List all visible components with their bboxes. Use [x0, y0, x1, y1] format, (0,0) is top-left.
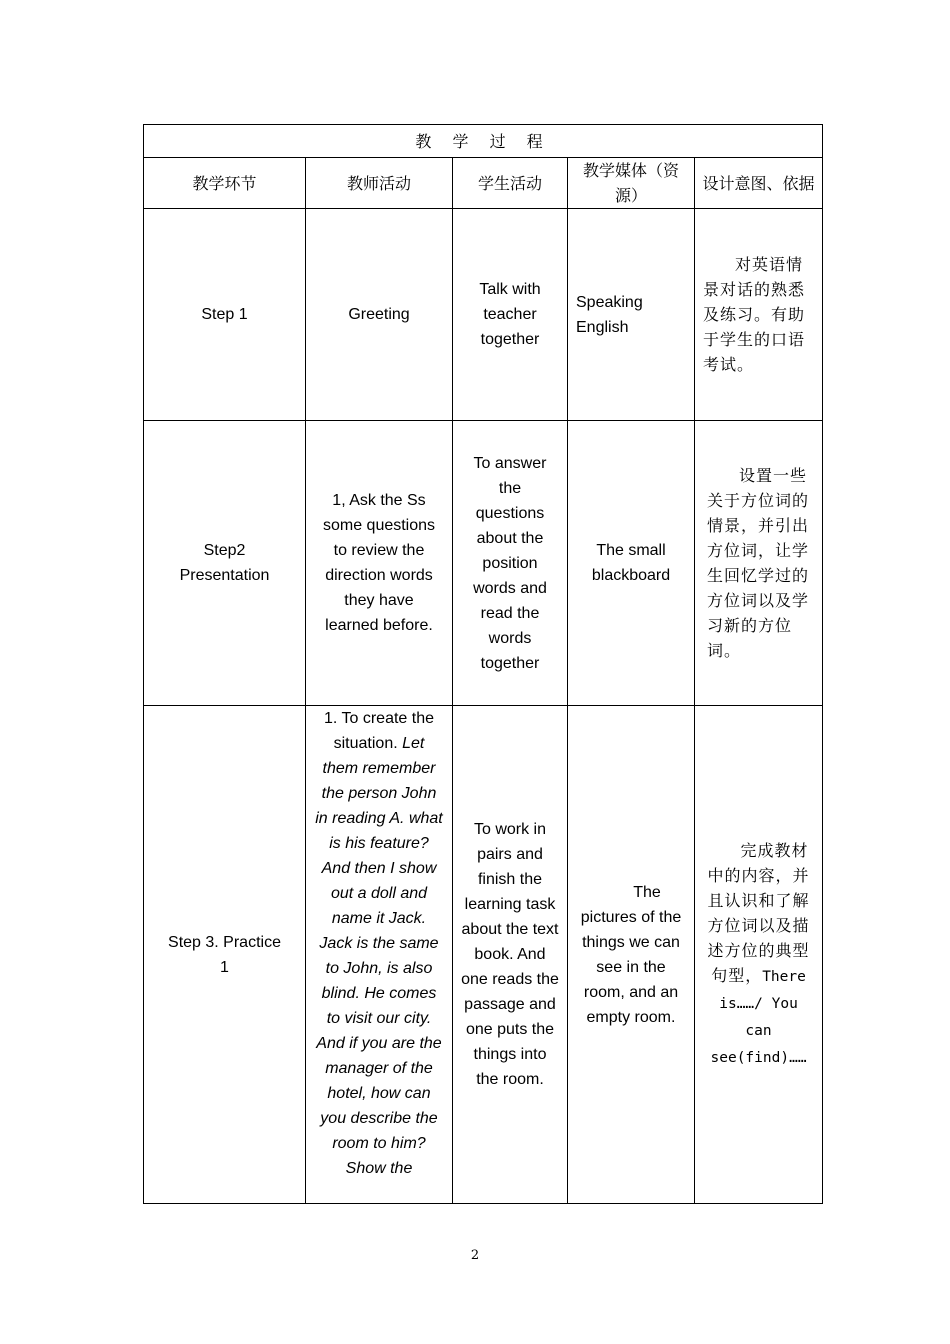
student-activity-cell: To work in pairs and finish the learning task about the text book. And one reads the passage and one puts the things into the room.: [453, 706, 568, 1204]
media-text: The pictures of the things we can see in the room, and an empty room.: [580, 883, 682, 1026]
teaching-process-table: [143, 124, 823, 1204]
student-activity-cell: To answer the questions about the position words and read the words together: [453, 421, 568, 706]
step-cell: Step 1: [144, 209, 306, 421]
teacher-activity-cell: [306, 706, 453, 1204]
table-row: [144, 209, 823, 421]
design-intent-cell: 对英语情景对话的熟悉及练习。有助于学生的口语考试。: [695, 209, 823, 421]
page-number: 2: [470, 1248, 480, 1263]
design-intent-en: There is……/ You can see(find)……: [710, 969, 807, 1066]
table-row: [144, 706, 823, 1204]
table-header-row: [144, 158, 823, 209]
header-media: 教学媒体（资源）: [568, 158, 695, 209]
design-intent-cell: [695, 706, 823, 1204]
header-student-activity: 学生活动: [453, 158, 568, 209]
step-cell: Step2 Presentation: [144, 421, 306, 706]
media-cell: [568, 706, 695, 1204]
teacher-activity-text: [314, 706, 444, 1203]
teacher-activity-prefix: 1. To create the situation.: [324, 710, 434, 752]
header-design-intent: 设计意图、依据: [695, 158, 823, 209]
design-intent-text: [703, 838, 814, 1071]
table-title-row: [144, 125, 823, 158]
header-stage: 教学环节: [144, 158, 306, 209]
student-activity-cell: Talk with teacher together: [453, 209, 568, 421]
design-intent-cell: 设置一些关于方位词的情景，并引出方位词，让学生回忆学过的方位词以及学习新的方位词。: [695, 421, 823, 706]
table-row: [144, 421, 823, 706]
design-intent-cn: 完成教材中的内容，并且认识和了解方位词以及描述方位的典型句型，: [707, 841, 810, 985]
teacher-activity-cell: 1, Ask the Ss some questions to review the direction words they have learned before.: [306, 421, 453, 706]
media-cell: Speaking English: [568, 209, 695, 421]
teacher-activity-italic: Let them remember the person John in reading A. what is his feature? And then I show out a doll and name it Jack. Jack is the same to John, is also blind. He comes to visit our city. And if you are the manager of the hotel, how can you describe the room to him? Show the: [315, 735, 443, 1177]
teacher-activity-cell: Greeting: [306, 209, 453, 421]
media-cell: The small blackboard: [568, 421, 695, 706]
step-cell: Step 3. Practice 1: [144, 706, 306, 1204]
header-teacher-activity: 教师活动: [306, 158, 453, 209]
table-title: 教 学 过 程: [144, 125, 823, 158]
